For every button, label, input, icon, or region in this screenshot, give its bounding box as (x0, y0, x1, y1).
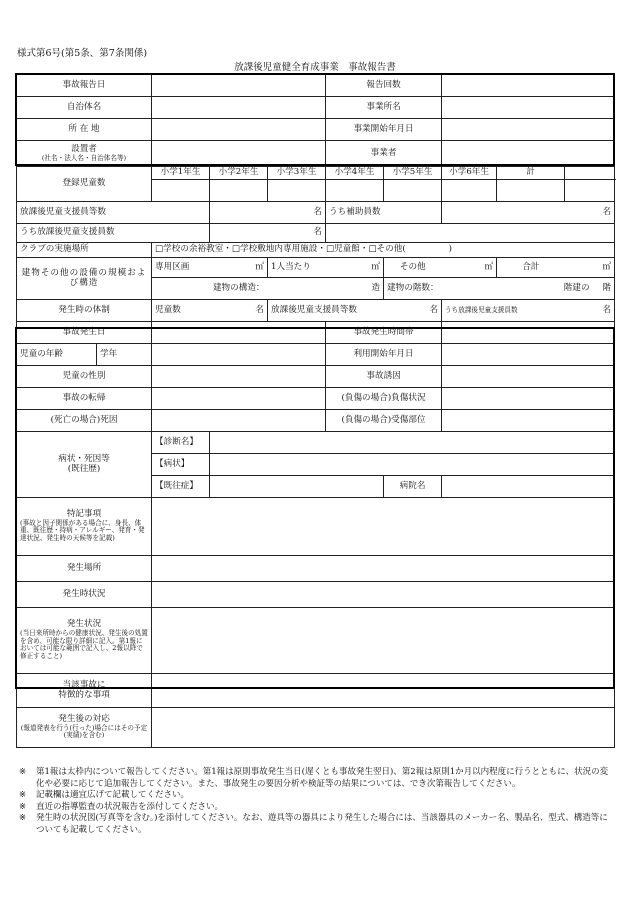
injury-status-field[interactable] (442, 388, 615, 410)
diagnosis-label: 【診断名】 (152, 432, 210, 454)
grade-header-1: 小学1年生 (152, 167, 210, 180)
history-field[interactable] (210, 476, 384, 498)
grade-header-4: 小学4年生 (326, 167, 384, 180)
location-field[interactable] (152, 556, 615, 582)
report-date-label: 事故報告日 (17, 75, 152, 97)
start-date-field[interactable] (442, 119, 615, 141)
occurrence-time-field[interactable] (442, 322, 615, 344)
area-dedicated-unit: ㎡ (255, 261, 265, 272)
area-per-person-field[interactable] (326, 258, 384, 278)
support-staff-unit: 名 (313, 206, 323, 217)
circumstances-field[interactable] (152, 608, 615, 674)
assistant-count-field[interactable] (442, 202, 615, 224)
note-item (16, 813, 616, 836)
situation-at-label: 発生時状況 (17, 582, 152, 608)
grade-header-total: 計 (497, 167, 565, 180)
page-title: 放課後児童健全育成事業 事故報告書 (234, 62, 396, 73)
area-other-unit: ㎡ (484, 261, 494, 272)
floors-field[interactable] (497, 278, 593, 300)
report-date-field[interactable] (152, 75, 326, 97)
area-per-person-label: 1人当たり (268, 258, 326, 278)
building-scale-label: 建物その他の設備の規模および構造 (17, 258, 152, 300)
children-count-field[interactable] (210, 300, 268, 322)
grade-total-count[interactable] (497, 180, 565, 202)
area-other-label: その他 (384, 258, 442, 278)
children-count-label: 児童数 (152, 300, 210, 322)
death-cause-field[interactable] (152, 410, 326, 432)
municipality-field[interactable] (152, 97, 326, 119)
support-staff-sub-field[interactable] (210, 224, 326, 243)
note-mark: ※ (19, 767, 27, 777)
circumstances-sub: (当日来所時からの健康状況、発生後の処置を含め、可能な限り詳細に記入。第1報においては可能な範囲で記入し、2報以降で修正すること) (20, 628, 148, 661)
operator-label: 事業者 (326, 141, 442, 167)
accident-cause-label: 事故誘因 (326, 366, 442, 388)
child-gender-field[interactable] (152, 366, 326, 388)
area-total-unit: ㎡ (602, 261, 612, 272)
response-sub: (報道発表を行う(行った)場合にはその予定(実績)を含む) (20, 723, 148, 740)
grade-header-3: 小学3年生 (268, 167, 326, 180)
special-notes-label (17, 498, 152, 556)
situation-at-field[interactable] (152, 582, 615, 608)
report-count-field[interactable] (442, 75, 615, 97)
hospital-field[interactable] (442, 476, 615, 498)
usage-start-field[interactable] (442, 344, 615, 366)
note-item (16, 790, 616, 802)
circumstances-label (17, 608, 152, 674)
area-total-field[interactable] (565, 258, 615, 278)
floor-word: 階建の (563, 282, 590, 293)
staff-inc-label: 放課後児童支援員等数 (268, 300, 384, 322)
note-mark: ※ (19, 790, 27, 801)
building-structure-label: 建物の構造： (152, 278, 268, 300)
facility-name-label: 事業所名 (326, 97, 442, 119)
founder-title: 設置者 (71, 143, 97, 154)
structure-suffix: 造 (371, 282, 381, 293)
usage-start-label: 利用開始年月日 (326, 344, 442, 366)
response-title: 発生後の対応 (58, 713, 110, 724)
grade-blank-count (565, 180, 615, 202)
support-staff-count-field[interactable] (210, 202, 326, 224)
grade-header-2: 小学2年生 (210, 167, 268, 180)
condition-sub-label: 【病状】 (152, 454, 210, 476)
grade-header-blank (565, 167, 615, 180)
child-age-field[interactable] (152, 344, 326, 366)
occurrence-time-label: 事故発生時間帯 (326, 322, 442, 344)
grade-3-count[interactable] (268, 180, 326, 202)
response-label (17, 708, 152, 748)
diagnosis-field[interactable] (210, 432, 615, 454)
floor-suffix: 階 (602, 282, 612, 293)
injury-site-field[interactable] (442, 410, 615, 432)
founder-field[interactable] (152, 141, 326, 167)
municipality-label: 自治体名 (17, 97, 152, 119)
notes (16, 767, 616, 837)
area-dedicated-field[interactable] (210, 258, 268, 278)
occurrence-date-field[interactable] (152, 322, 326, 344)
child-age-label: 児童の年齢 (17, 344, 97, 366)
grade-header-5: 小学5年生 (384, 167, 442, 180)
staff-of-field[interactable] (593, 300, 615, 322)
note-item (16, 767, 616, 790)
note-mark: ※ (19, 801, 27, 812)
note-text: 第1報は太枠内について報告してください。第1報は原則事故発生当日(遅くとも事故発生翌日)、第2報は原則1か月以内程度に行うとともに、状況の変化や必要に応じて追加報告してください。また、事故発生の要因分析や検証等の結果については、でき次第報告してください。 (36, 767, 609, 789)
accident-cause-field[interactable] (442, 366, 615, 388)
club-location-options[interactable]: □学校の余裕教室・□学校敷地内専用施設・□児童館・□その他( ) (152, 243, 615, 258)
condition-field[interactable] (210, 454, 615, 476)
note-mark: ※ (19, 813, 27, 824)
staff-of-label: うち放課後児童支援員数 (442, 300, 593, 322)
facility-name-field[interactable] (442, 97, 615, 119)
operator-field[interactable] (442, 141, 615, 167)
death-cause-label: (死亡の場合)死因 (17, 410, 152, 432)
area-per-person-unit: ㎡ (371, 261, 381, 272)
staff-inc-field[interactable] (384, 300, 442, 322)
grade-label: 学年 (97, 344, 152, 366)
grade-5-count[interactable] (384, 180, 442, 202)
area-other-field[interactable] (442, 258, 497, 278)
area-dedicated-label: 専用区画 (152, 258, 210, 278)
child-gender-label: 児童の性別 (17, 366, 152, 388)
note-text: 発生時の状況図(写真等を含む。)を添付してください。なお、遊具等の器具により発生した場合には、当該器具のメーカー名、製品名、型式、構造等についても記載してください。 (36, 813, 608, 835)
founder-label (17, 141, 152, 167)
building-structure-field[interactable] (268, 278, 384, 300)
response-field[interactable] (152, 708, 615, 748)
injury-status-label: (負傷の場合)負傷状況 (326, 388, 442, 410)
occurrence-date-label: 事故発生日 (17, 322, 152, 344)
start-date-label: 事業開始年月日 (326, 119, 442, 141)
note-item (16, 802, 616, 814)
note-text: 記載欄は適宜広げて記載してください。 (36, 790, 190, 801)
accident-outcome-field[interactable] (152, 388, 326, 410)
grade-6-count[interactable] (442, 180, 497, 202)
club-location-label: クラブの実施場所 (17, 243, 152, 258)
support-staff-sub-unit: 名 (313, 227, 323, 238)
grade-2-count[interactable] (210, 180, 268, 202)
hospital-label: 病院名 (384, 476, 442, 498)
support-staff-count-label: 放課後児童支援員等数 (17, 202, 210, 224)
special-notes-field[interactable] (152, 498, 615, 556)
support-staff-sub-label: うち放課後児童支援員数 (17, 224, 210, 243)
staff-of-unit: 名 (602, 304, 612, 315)
special-notes-title: 特記事項 (66, 508, 102, 519)
assistant-unit: 名 (602, 206, 612, 217)
characteristic-field[interactable] (152, 674, 615, 708)
system-label: 発生時の体制 (17, 300, 152, 322)
area-total-label: 合計 (497, 258, 565, 278)
condition-label: 病状・死因等 (既往歴) (17, 432, 152, 498)
grade-1-count[interactable] (152, 180, 210, 202)
assistant-count-label: うち補助員数 (326, 202, 442, 224)
grade-4-count[interactable] (326, 180, 384, 202)
floors-suffix-cell[interactable] (593, 278, 615, 300)
address-label: 所 在 地 (17, 119, 152, 141)
report-form-table (16, 74, 615, 748)
location-label: 発生場所 (17, 556, 152, 582)
founder-note: (社名・法人名・自治体名等) (41, 153, 127, 162)
form-number: 様式第6号(第5条、第7条関係) (17, 48, 148, 59)
registered-children-label: 登録児童数 (17, 167, 152, 202)
injury-site-label: (負傷の場合)受傷部位 (326, 410, 442, 432)
characteristic-label: 当該事故に 特徴的な事項 (17, 674, 152, 708)
accident-outcome-label: 事故の転帰 (17, 388, 152, 410)
history-label: 【既往症】 (152, 476, 210, 498)
support-staff-sub-blank (326, 224, 615, 243)
circumstances-title: 発生状況 (66, 618, 102, 629)
address-field[interactable] (152, 119, 326, 141)
grade-header-6: 小学6年生 (442, 167, 497, 180)
note-text: 直近の指導監査の状況報告を添付してください。 (36, 801, 224, 812)
children-count-unit: 名 (255, 304, 265, 315)
floors-label: 建物の階数： (384, 278, 497, 300)
special-notes-sub: (事故と因子関係がある場合に、身長、体重、既往歴・持病・アレルギー、発育・発達状況、発生時の天候等を記載) (20, 518, 145, 543)
report-count-label: 報告回数 (326, 75, 442, 97)
staff-inc-unit: 名 (429, 304, 439, 315)
